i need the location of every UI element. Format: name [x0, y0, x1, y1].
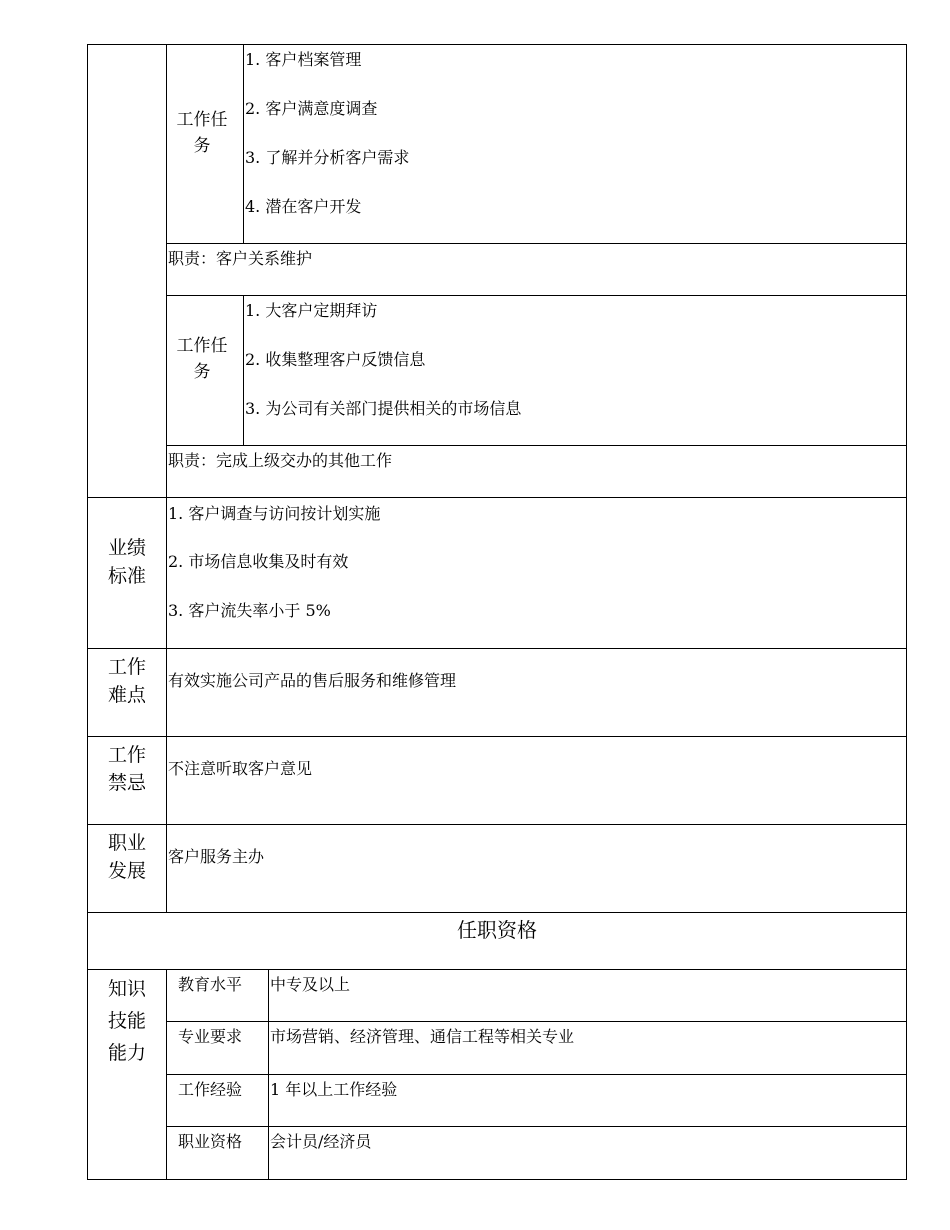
task-label-1: 工作任务	[176, 110, 228, 156]
row-line-8	[87, 912, 907, 913]
task-divider-1	[243, 44, 244, 244]
row-line-2	[166, 295, 907, 296]
performance-item-2: 2. 市场信息收集及时有效	[168, 552, 349, 571]
duty-customer-relations: 职责：客户关系维护	[168, 249, 313, 268]
border-top	[87, 44, 907, 45]
task-label-2: 工作任务	[176, 336, 228, 382]
qual-value-education: 中专及以上	[270, 975, 351, 994]
row-line-3	[166, 445, 907, 446]
qual-label-experience: 工作经验	[178, 1080, 243, 1099]
career-label: 职业发展	[107, 832, 146, 882]
border-bottom	[87, 1179, 907, 1180]
row-line-5	[87, 648, 907, 649]
col-divider-left	[166, 44, 167, 912]
qual-value-experience: 1 年以上工作经验	[270, 1080, 398, 1099]
task-item-1-2: 2. 客户满意度调查	[245, 99, 378, 118]
border-right	[906, 44, 907, 1180]
performance-item-3: 3. 客户流失率小于 5%	[168, 601, 331, 620]
taboo-label: 工作禁忌	[107, 744, 146, 794]
difficulty-text: 有效实施公司产品的售后服务和维修管理	[168, 671, 457, 690]
performance-item-1: 1. 客户调查与访问按计划实施	[168, 504, 381, 523]
qual-value-major: 市场营销、经济管理、通信工程等相关专业	[270, 1027, 575, 1046]
qualifications-title: 任职资格	[457, 918, 537, 942]
qual-label-education: 教育水平	[178, 975, 243, 994]
duty-other-work: 职责：完成上级交办的其他工作	[168, 451, 393, 470]
qualifications-group-label: 知识技能能力	[107, 978, 146, 1064]
career-text: 客户服务主办	[168, 847, 265, 866]
row-line-4	[87, 497, 907, 498]
qual-row-line-1	[166, 1021, 907, 1022]
task-item-1-4: 4. 潜在客户开发	[245, 197, 362, 216]
task-divider-2	[243, 296, 244, 446]
qual-row-line-2	[166, 1074, 907, 1075]
taboo-text: 不注意听取客户意见	[168, 759, 313, 778]
qual-value-certification: 会计员/经济员	[270, 1132, 372, 1151]
row-line-7	[87, 824, 907, 825]
row-line-1	[166, 243, 907, 244]
qual-label-certification: 职业资格	[178, 1132, 243, 1151]
qual-label-major: 专业要求	[178, 1027, 243, 1046]
row-line-6	[87, 736, 907, 737]
task-item-1-3: 3. 了解并分析客户需求	[245, 148, 410, 167]
task-item-2-1: 1. 大客户定期拜访	[245, 301, 378, 320]
performance-label: 业绩标准	[107, 537, 146, 587]
border-left	[87, 44, 88, 1180]
row-line-9	[87, 969, 907, 970]
task-item-2-3: 3. 为公司有关部门提供相关的市场信息	[245, 399, 522, 418]
qual-row-line-3	[166, 1126, 907, 1127]
task-item-1-1: 1. 客户档案管理	[245, 50, 362, 69]
difficulty-label: 工作难点	[107, 656, 146, 706]
task-item-2-2: 2. 收集整理客户反馈信息	[245, 350, 426, 369]
